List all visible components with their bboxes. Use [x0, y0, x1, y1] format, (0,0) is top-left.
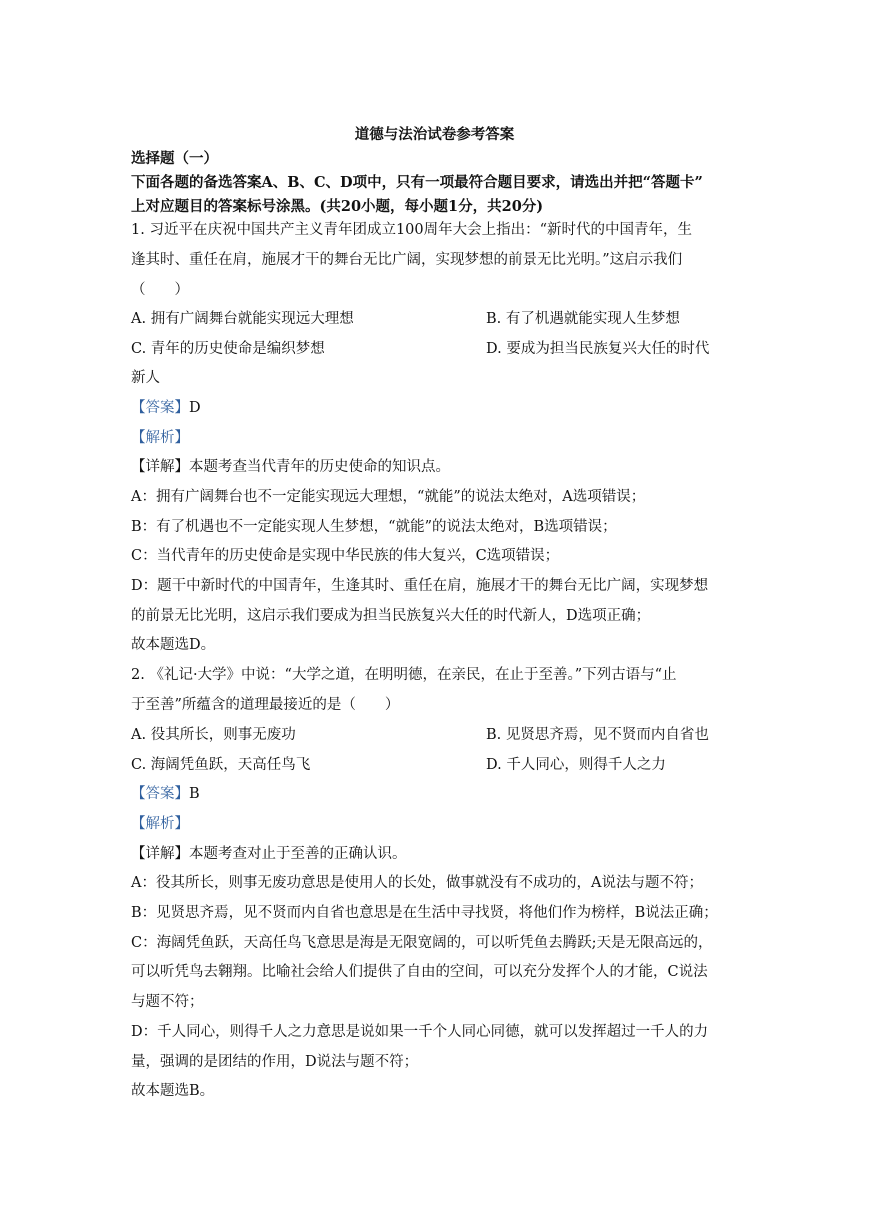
q2-detail — [131, 844, 741, 864]
q2-option-c: C. 海阔凭鱼跃，天高任鸟飞 — [131, 757, 311, 773]
detail-tag: 【详解】 — [131, 459, 189, 475]
q1-stem-line-1: 1. 习近平在庆祝中国共产主义青年团成立100周年大会上指出：“新时代的中国青年，生 — [131, 222, 693, 238]
q1-answer — [131, 398, 741, 418]
q2-stem-line-2: 于至善”所蕴含的道理最接近的是（ ） — [131, 697, 400, 713]
page-title: 道德与法治试卷参考答案 — [354, 126, 515, 143]
q1-line-6: 故本题选D。 — [131, 637, 216, 653]
q2-line-3: C：海阔凭鱼跃，天高任鸟飞意思是海是无限宽阔的，可以听凭鱼去腾跃;天是无限高远的， — [131, 935, 713, 951]
q2-answer — [131, 784, 741, 804]
q1-line-2: B：有了机遇也不一定能实现人生梦想，“就能”的说法太绝对，B选项错误； — [131, 519, 617, 535]
q1-option-c: C. 青年的历史使命是编织梦想 — [131, 341, 325, 357]
q1-stem-line-2: 逢其时、重任在肩，施展才干的舞台无比广阔，实现梦想的前景无比光明。”这启示我们 — [131, 252, 683, 268]
q2-option-a: A. 役其所长，则事无废功 — [131, 727, 296, 743]
q2-detail-text: 本题考查对止于至善的正确认识。 — [189, 846, 407, 862]
q1-option-b: B. 有了机遇就能实现人生梦想 — [486, 311, 680, 327]
q2-line-5: 与题不符； — [131, 994, 204, 1010]
q1-line-4: D：题干中新时代的中国青年，生逢其时、重任在肩，施展才干的舞台无比广阔，实现梦想 — [131, 578, 709, 594]
q2-option-d: D. 千人同心，则得千人之力 — [486, 757, 666, 773]
answer-tag: 【答案】 — [131, 400, 189, 416]
q2-line-1: A：役其所长，则事无废功意思是使用人的长处，做事就没有不成功的，A说法与题不符； — [131, 875, 703, 891]
section-heading: 选择题（一） — [131, 150, 218, 167]
q2-stem-line-1: 2. 《礼记·大学》中说：“大学之道，在明明德，在亲民，在止于至善。”下列古语与“止 — [131, 667, 677, 683]
answer-tag: 【答案】 — [131, 786, 189, 802]
instruction-line-2: 上对应题目的答案标号涂黑。(共20小题，每小题1分，共20分) — [131, 198, 544, 215]
q1-option-d: D. 要成为担当民族复兴大任的时代 — [486, 341, 710, 357]
instruction-line-1: 下面各题的备选答案A、B、C、D项中，只有一项最符合题目要求，请选出并把“答题卡” — [131, 174, 703, 191]
q2-option-b: B. 见贤思齐焉，见不贤而内自省也 — [486, 727, 709, 743]
q1-detail-text: 本题考查当代青年的历史使命的知识点。 — [189, 459, 450, 475]
q1-detail — [131, 457, 741, 477]
q1-line-5: 的前景无比光明，这启示我们要成为担当民族复兴大任的时代新人，D选项正确； — [131, 608, 651, 624]
q2-answer-value: B — [189, 786, 200, 802]
q1-line-3: C：当代青年的历史使命是实现中华民族的伟大复兴，C选项错误； — [131, 548, 560, 564]
q1-option-a: A. 拥有广阔舞台就能实现远大理想 — [131, 311, 354, 327]
q2-line-8: 故本题选B。 — [131, 1083, 215, 1099]
q2-line-7: 量，强调的是团结的作用，D说法与题不符； — [131, 1054, 419, 1070]
detail-tag: 【详解】 — [131, 846, 189, 862]
q1-analysis-tag: 【解析】 — [131, 430, 189, 446]
q2-analysis-tag: 【解析】 — [131, 816, 189, 832]
q1-option-d-continuation: 新人 — [131, 370, 160, 386]
q2-line-2: B：见贤思齐焉，见不贤而内自省也意思是在生活中寻找贤，将他们作为榜样，B说法正确； — [131, 905, 718, 921]
q1-line-1: A：拥有广阔舞台也不一定能实现远大理想，“就能”的说法太绝对，A选项错误； — [131, 489, 646, 505]
q2-line-4: 可以听凭鸟去翱翔。比喻社会给人们提供了自由的空间，可以充分发挥个人的才能，C说法 — [131, 964, 708, 980]
q2-line-6: D：千人同心，则得千人之力意思是说如果一千个人同心同德，就可以发挥超过一千人的力 — [131, 1024, 709, 1040]
q1-answer-value: D — [189, 400, 201, 416]
q1-stem-line-3: （ ） — [131, 282, 189, 298]
